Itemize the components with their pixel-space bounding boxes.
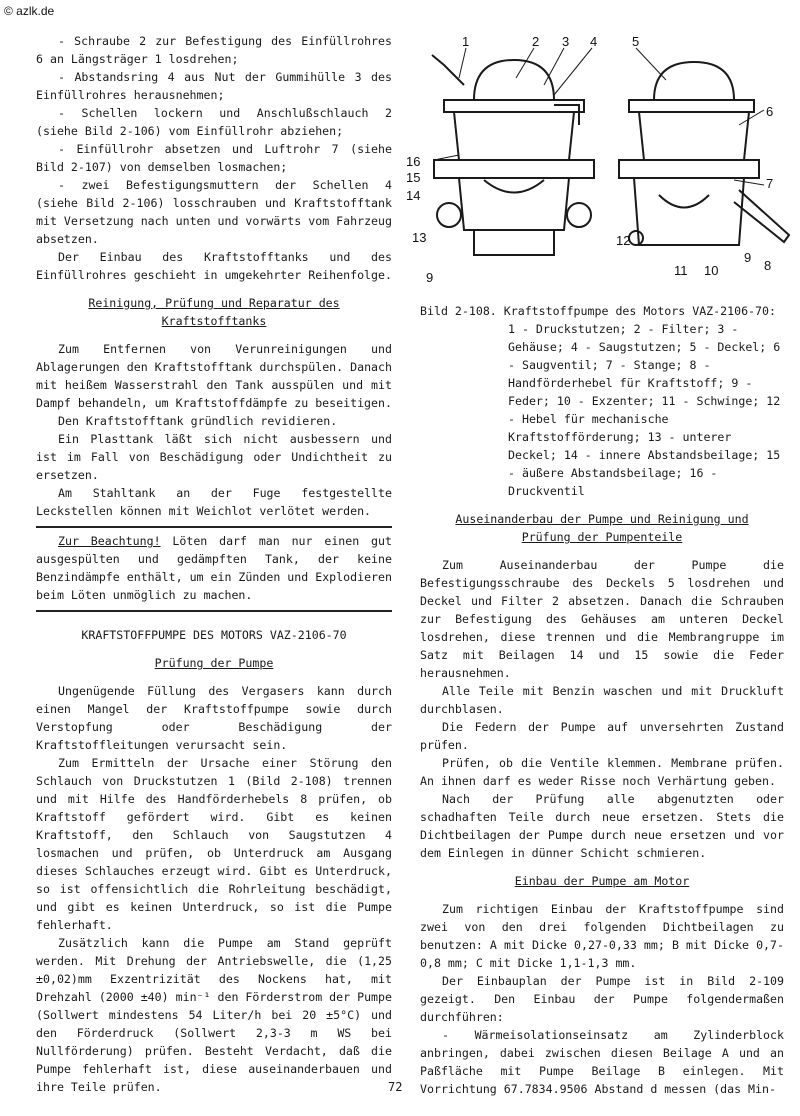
pump-dome-right — [654, 62, 734, 100]
note-text: Löten darf man nur einen gut ausgespülten und gedämpften Tank, der keine Benzindämpfe enthält, um ein Zünden und Explodieren beim Löten unmöglich zu machen. — [36, 534, 392, 602]
figure-callout: 9 — [744, 250, 752, 265]
paragraph: - Schellen lockern und Anschlußschlauch 2 (siehe Bild 2-106) vom Einfüllrohr abziehen; — [36, 106, 392, 138]
figure-callout: 15 — [406, 170, 421, 185]
page-number: 72 — [388, 1080, 403, 1094]
paragraph: Alle Teile mit Benzin waschen und mit Druckluft durchblasen. — [420, 684, 784, 716]
paragraph: Zum Ermitteln der Ursache einer Störung den Schlauch von Druckstutzen 1 (Bild 2-108) trennen und mit Hilfe des Handförderhebels 8 prüfen, ob Kraftstoff gefördert wird. Gibt es keinen Kraftstoff, den Schlauch von Saugstutzen 4 losmachen und prüfen, ob Unterdruck am Ausgang dieses Schlauches erzeugt wird. Gibt es Unterdruck, so ist offensichtlich die Rohrleitung beschädigt, und gibt es keinen Unterdruck, so ist die Pumpe fehlerhaft. — [36, 756, 392, 932]
paragraph: Am Stahltank an der Fuge festgestellte Leckstellen können mit Weichlot verlötet werden. — [36, 486, 392, 518]
heading: Reinigung, Prüfung und Reparatur des — [88, 296, 340, 310]
paragraph: Zum richtigen Einbau der Kraftstoffpumpe sind zwei von den drei folgenden Dichtbeilagen zu benutzen: A mit Dicke 0,27-0,33 mm; B mit Dicke 0,7-0,8 mm; C mit Dicke 1,1-1,3 mm. — [420, 902, 784, 970]
paragraph: Zusätzlich kann die Pumpe am Stand geprüft werden. Mit Drehung der Antriebswelle, die (1,25 ±0,02)mm Exzentrizität des Nockens hat, mit Drehzahl (2000 ±40) min⁻¹ den Förderstrom der Pumpe (Sollwert mindestens 54 Liter/h bei 20 ±5°C) und den Förderdruck (Sollwert 2,3-3 m WS bei Nullförderung) prüfen. Besteht Verdacht, daß die Pumpe fehlerhaft ist, diese auseinanderbauen und ihre Teile prüfen. — [36, 936, 392, 1094]
figure-callout: 16 — [406, 154, 421, 169]
figure-callout: 14 — [406, 188, 421, 203]
divider — [36, 526, 392, 528]
paragraph: Nach der Prüfung alle abgenutzten oder schadhaften Teile durch neue ersetzen. Stets die Dichtbeilagen der Pumpe durch neue ersetzen und vor dem Einlegen in dünner Schicht schmieren. — [420, 792, 784, 860]
paragraph: - Abstandsring 4 aus Nut der Gummihülle 3 des Einfüllrohres herausnehmen; — [36, 70, 392, 102]
figure-callout: 3 — [562, 34, 570, 49]
paragraph: Die Federn der Pumpe auf unversehrten Zustand prüfen. — [420, 720, 784, 752]
figure-callout: 6 — [766, 104, 774, 119]
heading: Prüfung der Pumpenteile — [521, 530, 683, 544]
figure-callout: 8 — [764, 258, 772, 273]
figure-callout: 2 — [532, 34, 540, 49]
figure-callout: 13 — [412, 230, 427, 245]
figure-caption: Bild 2-108. Kraftstoffpumpe des Motors VAZ-2106-70: 1 - Druckstutzen; 2 - Filter; 3 - Gehäuse; 4 - Saugstutzen; 5 - Deckel; 6 - Saugventil; 7 - Stange; 8 - Handförderhebel für Kraftstoff; 9 - Feder; 10 - Exzenter; 11 - Schwinge; 12 - Hebel für mechanische Kraftstofförderung; 13 - unterer Deckel; 14 - innere Abstandsbeilage; 15 - äußere Abstandsbeilage; 16 - Druckventil — [420, 304, 781, 498]
heading: Auseinanderbau der Pumpe und Reinigung und — [455, 512, 749, 526]
right-column — [420, 302, 784, 1098]
figure-callout: 11 — [674, 263, 688, 278]
paragraph: Zum Auseinanderbau der Pumpe die Befestigungsschraube des Deckels 5 losdrehen und Deckel und Filter 2 absetzen. Danach die Schrauben zur Befestigung des Gehäuses am unteren Deckel losdrehen, diese trennen und die Membrangruppe im Satz mit Beilagen 14 und 15 sowie die Feder herausnehmen. — [420, 558, 784, 680]
paragraph: - Wärmeisolationseinsatz am Zylinderblock anbringen, dabei zwischen diesen Beilage A und an Paßfläche mit Pumpe Beilage B einlegen. Mit Vorrichtung 67.7834.9506 Abstand d messen (das Min- — [420, 1028, 784, 1096]
paragraph: Der Einbauplan der Pumpe ist in Bild 2-109 gezeigt. Den Einbau der Pumpe folgendermaßen durchführen: — [420, 974, 784, 1024]
figure-callout: 10 — [704, 263, 719, 278]
paragraph: Der Einbau des Kraftstofftanks und des Einfüllrohres geschieht in umgekehrter Reihenfolge. — [36, 250, 392, 282]
figure-callout: 12 — [616, 233, 631, 248]
paragraph: - zwei Befestigungsmuttern der Schellen 4 (siehe Bild 2-106) losschrauben und Kraftstofftank mit Versetzung nach unten und vorwärts vom Fahrzeug absetzen. — [36, 178, 392, 246]
left-column — [36, 32, 392, 1096]
divider — [36, 610, 392, 612]
section-title: KRAFTSTOFFPUMPE DES MOTORS VAZ-2106-70 — [81, 628, 347, 642]
note-label: Zur Beachtung! — [58, 534, 161, 548]
watermark: © azlk.de — [4, 4, 55, 18]
heading: Prüfung der Pumpe — [154, 656, 274, 670]
figure-callout: 9 — [426, 270, 434, 285]
paragraph: Den Kraftstofftank gründlich revidieren. — [58, 414, 338, 428]
paragraph: - Einfüllrohr absetzen und Luftrohr 7 (siehe Bild 2-107) von demselben losmachen; — [36, 142, 392, 174]
paragraph: Prüfen, ob die Ventile klemmen. Membrane prüfen. An ihnen darf es weder Risse noch Verhärtung geben. — [420, 756, 784, 788]
note — [36, 532, 392, 604]
pump-dome-left — [474, 60, 554, 100]
paragraph: Zum Entfernen von Verunreinigungen und Ablagerungen den Kraftstofftank durchspülen. Danach mit heißem Wasserstrahl den Tank ausspülen und mit Dampf behandeln, um Kraftstoffdämpfe zu beseitigen. — [36, 342, 392, 410]
figure-callout: 5 — [632, 34, 640, 49]
heading: Kraftstofftanks — [161, 314, 267, 328]
figure-callout: 7 — [766, 176, 774, 191]
paragraph: Ungenügende Füllung des Vergasers kann durch einen Mangel der Kraftstoffpumpe sowie durch Verstopfung oder Beschädigung der Kraftstoffleitungen verursacht sein. — [36, 684, 392, 752]
fuel-pump-figure — [404, 30, 796, 292]
figure-callout: 4 — [590, 34, 598, 49]
paragraph: Ein Plasttank läßt sich nicht ausbessern und ist im Fall von Beschädigung oder Undichtheit zu ersetzen. — [36, 432, 392, 482]
figure-callout: 1 — [462, 34, 470, 49]
paragraph: - Schraube 2 zur Befestigung des Einfüllrohres 6 an Längsträger 1 losdrehen; — [36, 34, 392, 66]
heading: Einbau der Pumpe am Motor — [514, 874, 690, 888]
